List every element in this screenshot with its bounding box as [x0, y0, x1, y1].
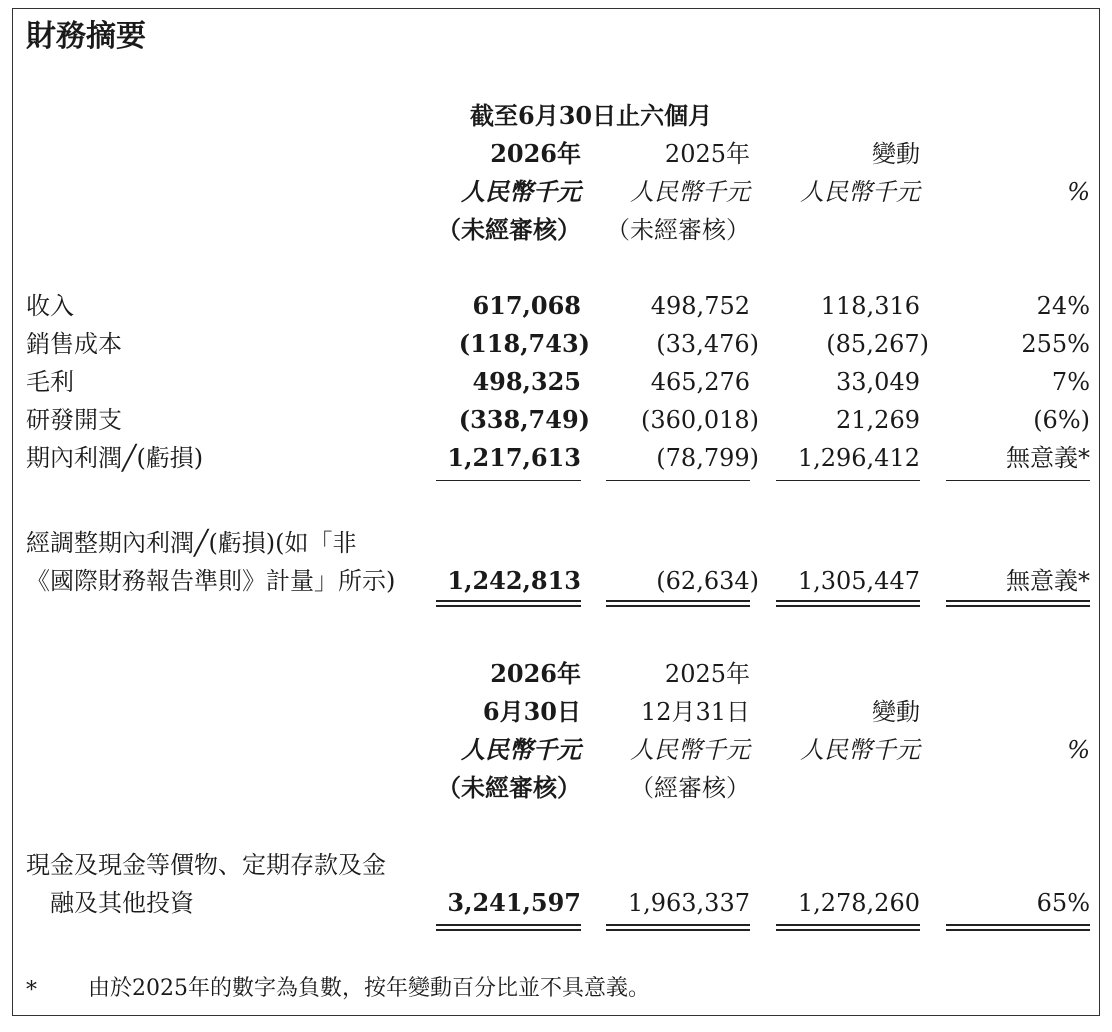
col-2026-year: 2026年: [490, 139, 581, 168]
col-change-unit: 人民幣千元: [800, 178, 920, 206]
cash-label-line2: 融及其他投資: [50, 889, 194, 917]
total-line-2026: [436, 600, 581, 607]
row-cost-change: (85,267): [826, 330, 929, 358]
row-cost-2026: (118,743): [458, 329, 590, 358]
row-revenue-change: 118,316: [820, 292, 920, 320]
row-profit-2025: (78,799): [656, 444, 759, 472]
s2-col-2025-unit: 人民幣千元: [630, 736, 750, 764]
cash-change: 1,278,260: [797, 889, 920, 917]
row-revenue-2025: 498,752: [650, 292, 750, 320]
adjusted-2025: (62,634): [656, 567, 759, 595]
s2-col-change-header: 變動: [872, 698, 920, 726]
row-cost-pct: 255%: [1021, 330, 1090, 358]
adjusted-change: 1,305,447: [797, 567, 920, 595]
row-profit-change: 1,296,412: [797, 444, 920, 472]
col-change-header: 變動: [872, 140, 920, 168]
period-header: 截至6月30日止六個月: [470, 101, 713, 130]
row-gross-profit-2025: 465,276: [650, 368, 750, 396]
s2-col-change-unit: 人民幣千元: [800, 736, 920, 764]
s2-col-2026-date: 6月30日: [482, 697, 581, 726]
s2-col-2026-year: 2026年: [490, 659, 581, 688]
row-gross-profit-2026: 498,325: [472, 367, 581, 396]
col-2025-note: （未經審核）: [606, 216, 750, 244]
cash-total-line-change: [776, 924, 920, 931]
cash-total-line-2025: [606, 924, 750, 931]
subtotal-line-2025: [606, 480, 750, 481]
subtotal-line-change: [776, 480, 920, 481]
s2-col-2025-date: 12月31日: [640, 698, 750, 726]
row-gross-profit-label: 毛利: [26, 368, 74, 396]
col-2026-note: （未經審核）: [437, 215, 581, 244]
s2-col-2026-note: （未經審核）: [437, 773, 581, 802]
row-rnd-label: 研發開支: [26, 406, 122, 434]
row-gross-profit-change: 33,049: [836, 368, 920, 396]
footnote-text: 由於2025年的數字為負數，按年變動百分比並不具意義。: [88, 976, 650, 1001]
total-line-change: [776, 600, 920, 607]
cash-2026: 3,241,597: [447, 888, 581, 917]
cash-label-line1: 現金及現金等價物、定期存款及金: [26, 851, 386, 879]
row-rnd-2025: (360,018): [641, 406, 759, 434]
row-revenue-2026: 617,068: [472, 291, 581, 320]
row-revenue-pct: 24%: [1036, 292, 1090, 320]
cash-total-line-pct: [946, 924, 1090, 931]
cash-total-line-2026: [436, 924, 581, 931]
col-2026-unit: 人民幣千元: [461, 177, 581, 206]
adjusted-label-line1: 經調整期內利潤╱(虧損)(如「非: [26, 529, 357, 557]
row-gross-profit-pct: 7%: [1051, 368, 1090, 396]
s2-col-2026-unit: 人民幣千元: [461, 735, 581, 764]
total-line-pct: [946, 600, 1090, 607]
cash-pct: 65%: [1036, 889, 1090, 917]
row-rnd-pct: (6%): [1033, 406, 1090, 434]
col-pct-unit: %: [1067, 178, 1090, 206]
cash-2025: 1,963,337: [627, 889, 750, 917]
row-revenue-label: 收入: [26, 292, 74, 320]
s2-col-2025-note: （經審核）: [630, 774, 750, 802]
row-rnd-2026: (338,749): [458, 405, 590, 434]
row-profit-label: 期內利潤╱(虧損): [26, 444, 204, 472]
subtotal-line-2026: [436, 480, 581, 481]
s2-col-2025-year: 2025年: [664, 660, 750, 688]
total-line-2025: [606, 600, 750, 607]
row-cost-2025: (33,476): [656, 330, 759, 358]
adjusted-label-line2: 《國際財務報告準則》計量」所示): [26, 567, 396, 595]
adjusted-pct: 無意義*: [1006, 567, 1090, 595]
row-profit-2026: 1,217,613: [447, 443, 581, 472]
page-title: 財務摘要: [26, 19, 146, 54]
col-2025-year: 2025年: [664, 140, 750, 168]
footnote-marker: *: [26, 978, 37, 1003]
row-profit-pct: 無意義*: [1006, 444, 1090, 472]
row-rnd-change: 21,269: [836, 406, 920, 434]
col-2025-unit: 人民幣千元: [630, 178, 750, 206]
row-cost-label: 銷售成本: [26, 330, 122, 358]
adjusted-2026: 1,242,813: [447, 566, 581, 595]
subtotal-line-pct: [946, 480, 1090, 481]
s2-col-pct-unit: %: [1067, 736, 1090, 764]
